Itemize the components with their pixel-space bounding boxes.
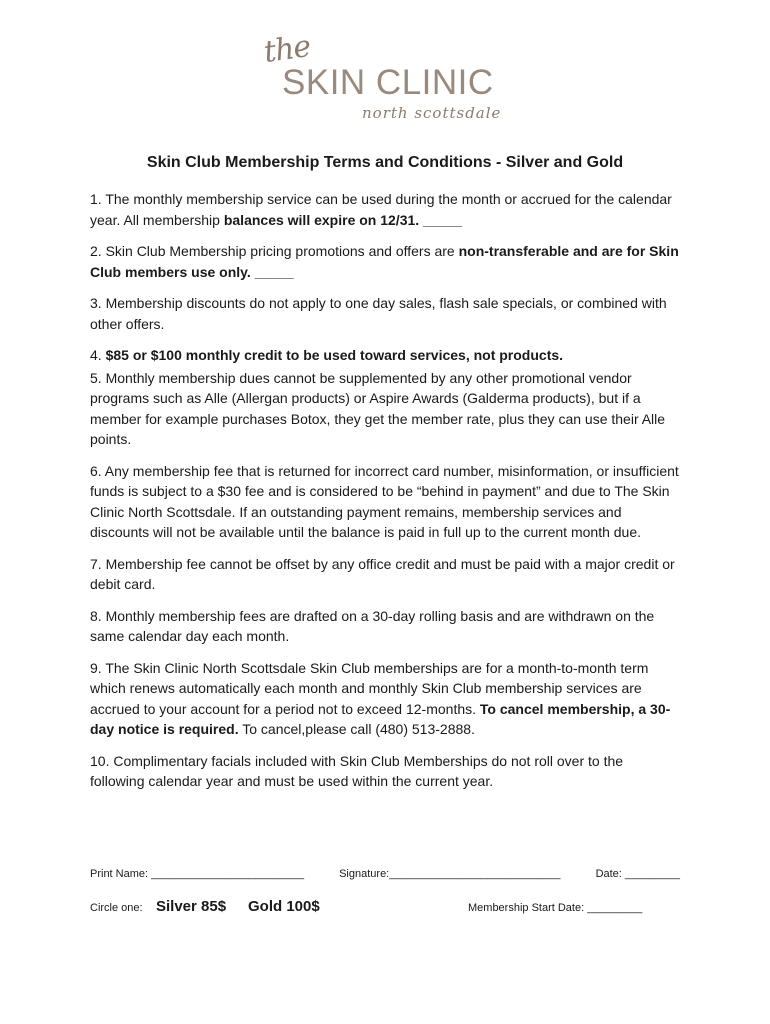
clinic-logo [262, 30, 512, 130]
logo-the: the [261, 28, 313, 71]
term-2: 2. Skin Club Membership pricing promotions and offers are non-transferable and are for Skin Club members use only. _____ [90, 243, 679, 280]
date-field[interactable]: Date: _________ [595, 868, 680, 880]
start-date-field[interactable]: Membership Start Date: _________ [468, 902, 643, 914]
signature-row [90, 868, 680, 880]
terms-list [90, 189, 680, 803]
term-6: 6. Any membership fee that is returned for incorrect card number, misinformation, or insufficient funds is subject to a $30 fee and is considered to be “behind in payment” and due to The Skin Clinic North Scottsdale. If an outstanding payment remains, membership services and discounts will not be available until the balance is paid in full up to the current month due. [90, 462, 679, 540]
page-title: Skin Club Membership Terms and Conditions - Silver and Gold [146, 154, 624, 171]
term-3: 3. Membership discounts do not apply to one day sales, flash sale specials, or combined with other offers. [90, 295, 667, 332]
logo-name: SKIN CLINIC [282, 63, 494, 102]
term-4: 4. $85 or $100 monthly credit to be used toward services, not products. [90, 347, 564, 363]
term-7: 7. Membership fee cannot be offset by any office credit and must be paid with a major credit or debit card. [90, 555, 675, 592]
gold-option[interactable]: Gold 100$ [248, 898, 320, 915]
print-name-field[interactable]: Print Name: _________________________ [90, 868, 305, 880]
logo-location: north scottsdale [362, 104, 502, 122]
term-10: 10. Complimentary facials included with Skin Club Memberships do not roll over to the following calendar year and must be used within the current year. [90, 752, 624, 789]
membership-choice-row [90, 898, 680, 920]
signature-field[interactable]: Signature:____________________________ [339, 868, 561, 880]
term-5: 5. Monthly membership dues cannot be supplemented by any other promotional vendor programs such as Alle (Allergan products) or Aspire Awards (Galderma products), but if a member for example purchases Botox, they get the member rate, plus they can use their Alle points. [90, 369, 666, 447]
silver-option[interactable]: Silver 85$ [156, 898, 227, 915]
term-1: 1. The monthly membership service can be used during the month or accrued for the calendar year. All membership balances will expire on 12/31. _____ [90, 191, 672, 228]
circle-one-label: Circle one: [90, 902, 143, 914]
term-8: 8. Monthly membership fees are drafted on a 30-day rolling basis and are withdrawn on the same calendar day each month. [90, 607, 655, 644]
term-9: 9. The Skin Clinic North Scottsdale Skin Club memberships are for a month-to-month term which renews automatically each month and monthly Skin Club membership services are accrued to your account for a period not to exceed 12-months. To cancel membership, a 30-day notice is required. To cancel,please call (480) 513-2888. [90, 659, 671, 737]
